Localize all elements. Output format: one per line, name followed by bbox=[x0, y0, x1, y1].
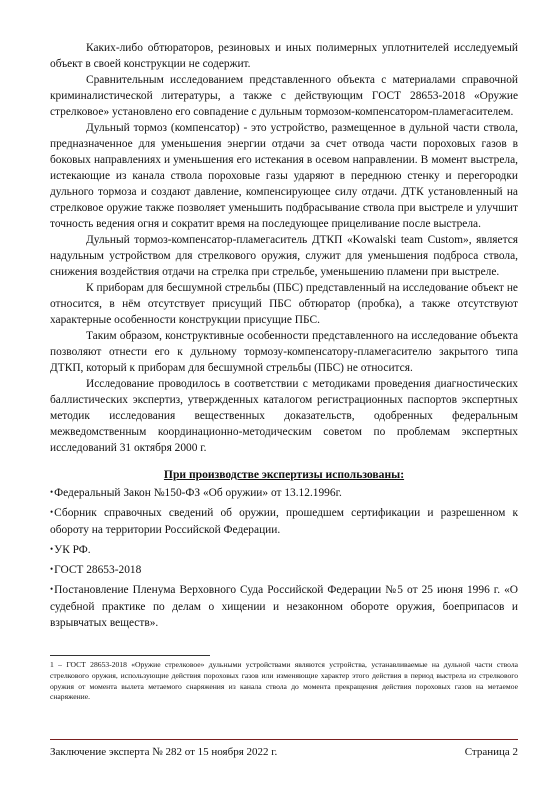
paragraph-no-obturators: Каких-либо обтюраторов, резиновых и иных полимерных уплотнителей исследуемый объект в своей конструкции не содержит. bbox=[50, 42, 518, 70]
page-footer bbox=[50, 745, 518, 759]
bullet-icon: • bbox=[50, 543, 54, 554]
list-item: •Федеральный Закон №150-ФЗ «Об оружии» от 13.12.1996г. bbox=[50, 487, 342, 499]
document-page bbox=[50, 40, 518, 634]
list-item: •УК РФ. bbox=[50, 543, 91, 556]
paragraph-comparison: Сравнительным исследованием представленного объекта с материалами справочной криминалистической литературы, а также с действующим ГОСТ 28653-2018 «Оружие стрелковое» установлено его совпадение с дульным тормозом-компенсатором-пламегасителем. bbox=[50, 74, 518, 118]
paragraph-methodology: Исследование проводилось в соответствии с методиками проведения диагностических баллистических экспертиз, утвержденных каталогом регистрационных паспортов экспертных методик исследования вещественных доказательств, одобренных федеральным межведомственным координационно-методическим советом по проблемам экспертных исследований 31 октября 2000 г. bbox=[50, 378, 518, 454]
list-item: •Постановление Пленума Верховного Суда Российской Федерации №5 от 25 июня 1996 г. «О судебной практике по делам о хищении и незаконном обороте оружия, боеприпасов и взрывчатых веществ». bbox=[50, 584, 518, 630]
bullet-icon: • bbox=[50, 584, 54, 595]
paragraph-conclusion: Таким образом, конструктивные особенности представленного на исследование объекта позволяют отнести его к дульному тормозу-компенсатору-пламегасителю закрытого типа ДТКП, который к приборам для бесшумной стрельбы (ПБС) не относится. bbox=[50, 330, 518, 374]
footnote: 1 – ГОСТ 28653-2018 «Оружие стрелковое» дульными устройствами являются устройства, устанавливаемые на дульной части ствола стрелкового оружия, использующие действия пороховых газов или изменяющие характер этого действия в период выстрела из стрелкового оружия от момента вылета метаемого снаряжения из канала ствола до момента прекращения действия пороховых газов на метаемое снаряжение. bbox=[50, 660, 518, 702]
bullet-icon: • bbox=[50, 507, 54, 518]
paragraph-not-silencer: К приборам для бесшумной стрельбы (ПБС) представленный на исследование объект не относится, в нём отсутствует присущий ПБС обтюратор (пробка), а также отсутствуют характерные особенности конструкции присущие ПБС. bbox=[50, 282, 518, 326]
footer-divider bbox=[50, 739, 518, 740]
list-item: •Сборник справочных сведений об оружии, прошедшем сертификации и разрешенном к обороту на территории Российской Федерации. bbox=[50, 507, 518, 536]
list-item: •ГОСТ 28653-2018 bbox=[50, 564, 142, 577]
bullet-icon: • bbox=[50, 487, 54, 497]
footnote-divider bbox=[50, 655, 210, 656]
sources-list bbox=[50, 484, 518, 631]
paragraph-muzzle-brake-definition: Дульный тормоз (компенсатор) - это устройство, размещенное в дульной части ствола, предназначенное для уменьшения энергии отдачи за счет отвода части пороховых газов в боковых направлениях и уменьшения его истекания в осевом направлении. В момент выстрела, истекающие из канала ствола пороховые газы ударяют в переднюю стенку и перегородки дульного тормоза и создают давление, компенсирующее силу отдачи. ДТК установленный на стрелковое оружие также позволяет уменьшить подбрасывание ствола при выстреле и улучшит точность ведения огня и сократит время на последующее прицеливание после выстрела. bbox=[50, 122, 518, 230]
footer-report-title: Заключение эксперта № 282 от 15 ноября 2022 г. bbox=[50, 746, 278, 758]
bullet-icon: • bbox=[50, 564, 54, 575]
sources-heading: При производстве экспертизы использованы: bbox=[163, 468, 405, 481]
paragraph-dtkp-description: Дульный тормоз-компенсатор-пламегаситель ДТКП «Kowalski team Custom», является надульным устройством для стрелкового оружия, служит для уменьшения подброса ствола, снижения воздействия отдачи на стрелка при стрельбе, уменьшению пламени при выстреле. bbox=[50, 234, 518, 278]
footer-page-number: Страница 2 bbox=[464, 746, 518, 758]
